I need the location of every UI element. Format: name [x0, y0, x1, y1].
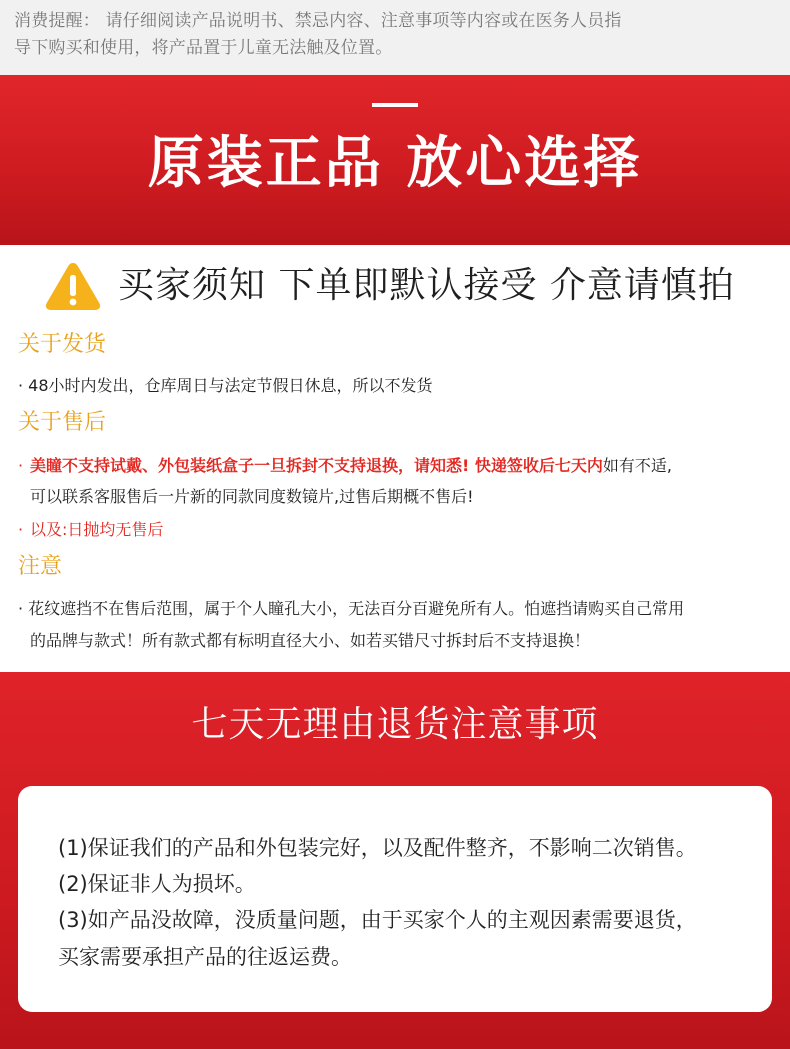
consumer-reminder-line-1: 消费提醒： 请仔细阅读产品说明书、禁忌内容、注意事项等内容或在医务人员指	[14, 11, 622, 31]
authentic-banner	[0, 75, 790, 245]
consumer-reminder-line-2: 导下购买和使用，将产品置于儿童无法触及位置。	[14, 38, 393, 58]
aftersale-line-3	[18, 517, 163, 543]
return-item-1: (1)保证我们的产品和外包装完好，以及配件整齐，不影响二次销售。	[58, 836, 697, 860]
buyer-notice-title: 买家须知 下单即默认接受 介意请慎拍	[118, 265, 735, 306]
bullet-dot: ·	[18, 456, 24, 475]
aftersale-line-1-tail: 如有不适,	[602, 456, 672, 475]
warning-triangle-icon	[44, 260, 102, 312]
aftersale-warning-text: 美瞳不支持试戴、外包装纸盒子一旦拆封不支持退换，请知悉! 快递签收后七天内	[30, 456, 603, 475]
return-item-2: (2)保证非人为损坏。	[58, 872, 256, 896]
return-policy-card	[18, 786, 772, 1012]
attention-line-1: · 花纹遮挡不在售后范围，属于个人瞳孔大小，无法百分百避免所有人。怕遮挡请购买自己常用	[18, 599, 685, 618]
attention-line-2: 的品牌与款式！所有款式都有标明直径大小、如若买错尺寸拆封后不支持退换！	[30, 631, 591, 650]
return-policy-section	[0, 672, 790, 1049]
return-item-3: (3)如产品没故障，没质量问题，由于买家个人的主观因素需要退货，	[58, 908, 697, 932]
return-item-4: 买家需要承担产品的往返运费。	[58, 945, 352, 969]
aftersale-line-2: 可以联系客服售后一片新的同款同度数镜片,过售后期概不售后!	[30, 487, 474, 506]
banner-dash-divider	[372, 103, 418, 107]
attention-heading: 注意	[18, 554, 63, 579]
buyer-notice-header	[0, 258, 790, 316]
aftersale-line-1	[18, 453, 672, 479]
aftersale-daily-note: 以及:日抛均无售后	[30, 520, 164, 539]
authentic-banner-title: 原装正品 放心选择	[147, 131, 643, 196]
consumer-reminder	[0, 0, 790, 75]
return-policy-title: 七天无理由退货注意事项	[191, 704, 599, 745]
aftersale-heading: 关于售后	[18, 410, 107, 435]
shipping-line-1: · 48小时内发出，仓库周日与法定节假日休息，所以不发货	[18, 376, 433, 395]
bullet-dot: ·	[18, 520, 24, 539]
shipping-heading: 关于发货	[18, 332, 107, 357]
